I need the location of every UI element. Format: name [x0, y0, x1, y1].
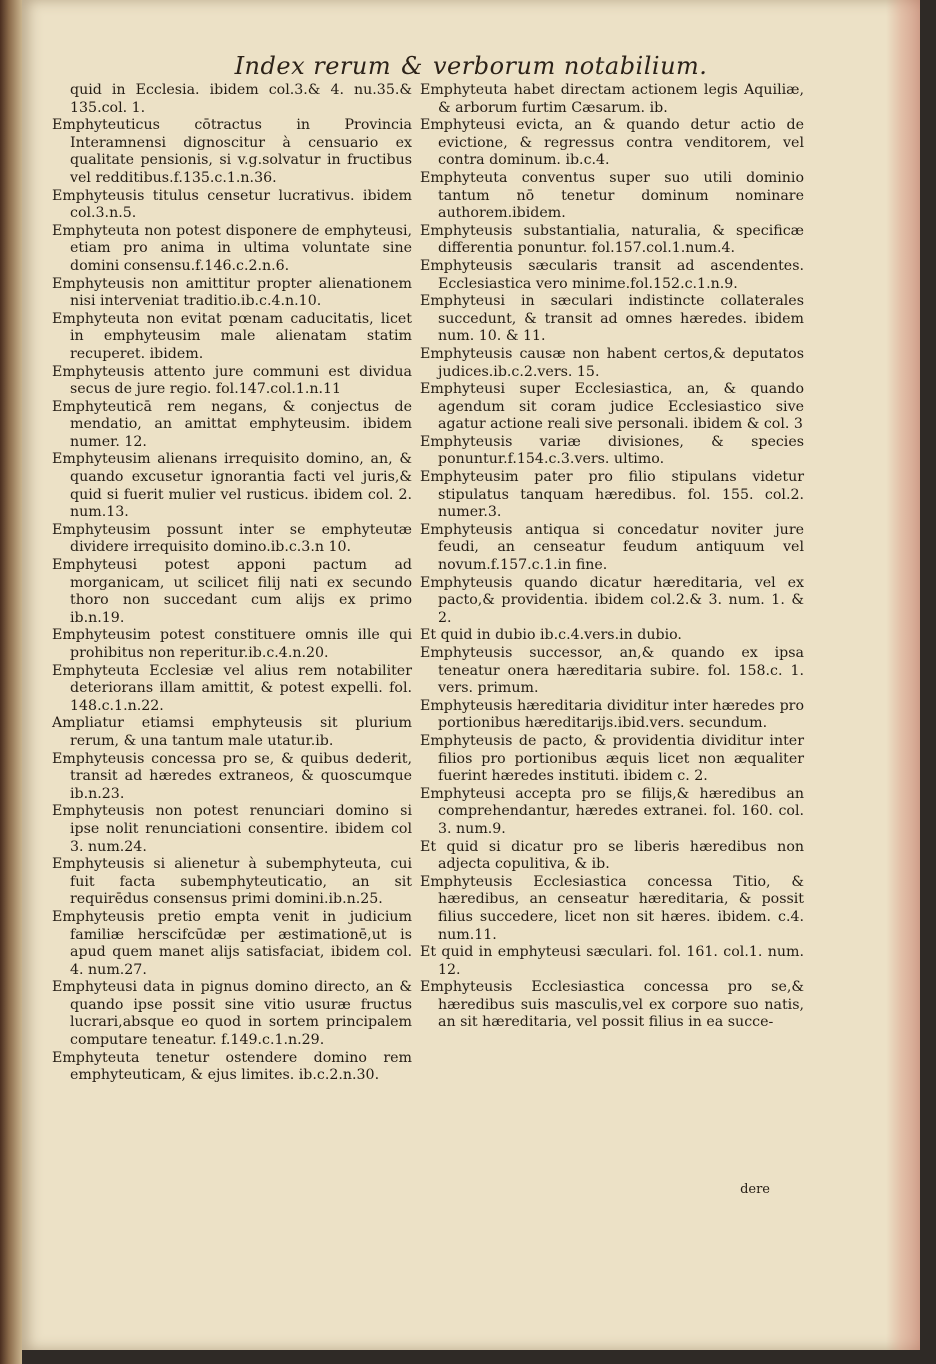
index-entry: Emphyteusis hæreditaria dividitur inter hæredes pro portionibus hæreditarijs.ibid.vers. secundum. — [420, 697, 804, 732]
index-entry: Emphyteusi super Ecclesiastica, an, & quando agendum sit coram judice Ecclesiastico sive agatur actione reali sive personali. ibidem & col. 3 — [420, 381, 804, 433]
index-entry: Emphyteusim possunt inter se emphyteutæ dividere irrequisito domino.ib.c.3.n 10. — [52, 521, 412, 556]
index-entry: Emphyteusis antiqua si concedatur noviter jure feudi, an censeatur feudum antiquum vel novum.f.157.c.1.in fine. — [420, 521, 804, 574]
index-entry: Emphyteusim potest constituere omnis ille qui prohibitus non reperitur.ib.c.4.n.20. — [52, 627, 412, 661]
index-entry: Emphyteusis variæ divisiones, & species ponuntur.f.154.c.3.vers. ultimo. — [420, 433, 804, 468]
index-entry: Emphyteuta Ecclesiæ vel alius rem notabiliter deteriorans illam amittit, & potest expelli. fol. 148.c.1.n.22. — [52, 662, 412, 714]
index-entry: Emphyteusis non amittitur propter alienationem nisi interveniat traditio.ib.c.4.n.10. — [52, 275, 412, 310]
right-column — [420, 82, 804, 1032]
index-entry: Emphyteusis si alienetur à subemphyteuta, cui fuit facta subemphyteuticatio, an sit requirēdus consensus primi domini.ib.n.25. — [52, 856, 412, 908]
index-entry: Emphyteusim pater pro filio stipulans videtur stipulatus tanquam hæredibus. fol. 155. col.2. numer.3. — [420, 469, 804, 521]
index-entry: Emphyteusis sæcularis transit ad ascendentes. Ecclesiastica vero minime.fol.152.c.1.n.9. — [420, 257, 804, 292]
index-entry: Emphyteuta non potest disponere de emphyteusi, etiam pro anima in ultima voluntate sine domini consensu.f.146.c.2.n.6. — [52, 222, 412, 274]
index-entry: Emphyteusi in sæculari indistincte collaterales succedunt, & transit ad omnes hæredes. ibidem num. 10. & 11. — [420, 293, 804, 345]
index-entry: Emphyteusi evicta, an & quando detur actio de evictione, & regressus contra venditorem, vel contra dominum. ib.c.4. — [420, 117, 804, 169]
index-entry: Emphyteusis non potest renunciari domino si ipse nolit renunciationi consentire. ibidem col 3. num.24. — [52, 803, 412, 855]
page-fore-edge — [886, 0, 920, 1350]
index-entry: Emphyteusim alienans irrequisito domino, an, & quando excusetur ignorantia facti vel juris,& quid si fuerit mulier vel rusticus. ibidem col. 2. num.13. — [52, 451, 412, 521]
index-entry: Emphyteusis successor, an,& quando ex ipsa teneatur onera hæreditaria subire. fol. 158.c. 1. vers. primum. — [420, 645, 804, 697]
index-entry: Emphyteusis pretio empta venit in judicium familiæ herscifcūdæ per æstimationē,ut is apud quem manet alijs satisfaciat, ibidem col. 4. num.27. — [52, 908, 412, 978]
index-entry: Emphyteuticus cōtractus in Provincia Interamnensi dignoscitur à censuario ex qualitate pensionis, si v.g.solvatur in fructibus vel redditibus.f.135.c.1.n.36. — [52, 117, 412, 186]
index-entry: Emphyteuta habet directam actionem legis Aquiliæ, & arborum furtim Cæsarum. ib. — [420, 82, 804, 116]
index-entry: Ampliatur etiamsi emphyteusis sit plurium rerum, & una tantum male utatur.ib. — [52, 715, 412, 749]
index-entry: Emphyteuta non evitat pœnam caducitatis, licet in emphyteusim male alienatam statim recuperet. ibidem. — [52, 310, 412, 362]
index-entry: Et quid in dubio ib.c.4.vers.in dubio. — [420, 627, 682, 644]
adjacent-page-edge — [0, 0, 22, 1364]
index-entry: Emphyteusi data in pignus domino directo, an & quando ipse possit sine vitio usuræ fructus lucrari,absque eo quod in sortem principalem computare teneatur. f.149.c.1.n.29. — [52, 979, 412, 1049]
index-entry: Emphyteusi potest apponi pactum ad morganicam, ut scilicet filij nati ex secundo thoro non succedant cum alijs ex primo ib.n.19. — [52, 557, 412, 626]
index-entry: Emphyteusis quando dicatur hæreditaria, vel ex pacto,& providentia. ibidem col.2.& 3. num. 1. & 2. — [420, 574, 804, 626]
header-title-part2: verborum notabilium. — [432, 52, 708, 80]
index-entry: Emphyteusis concessa pro se, & quibus dederit, transit ad hæredes extraneos, & quoscumque ib.n.23. — [52, 750, 412, 802]
index-entry: Et quid in emphyteusi sæculari. fol. 161. col.1. num. 12. — [420, 944, 804, 978]
index-entry: Emphyteusi accepta pro se filijs,& hæredibus an comprehendantur, hæredes extranei. fol. 160. col. 3. num.9. — [420, 785, 804, 837]
index-entry: Emphyteusis titulus censetur lucrativus. ibidem col.3.n.5. — [52, 187, 412, 222]
index-entry: Emphyteuticā rem negans, & conjectus de mendatio, an amittat emphyteusim. ibidem numer. 12. — [52, 398, 412, 450]
page-header — [22, 52, 920, 80]
index-entry: Emphyteuta tenetur ostendere domino rem emphyteuticam, & ejus limites. ib.c.2.n.30. — [52, 1049, 412, 1084]
header-title-part1: Index rerum — [234, 52, 392, 80]
index-entry: Emphyteuta conventus super suo utili dominio tantum nō tenetur dominum nominare authorem.ibidem. — [420, 169, 804, 222]
index-entry: Emphyteusis Ecclesiastica concessa pro se,& hæredibus suis masculis,vel ex corpore suo natis, an sit hæreditaria, vel possit filius in ea succe- — [420, 979, 804, 1031]
book-page — [22, 0, 920, 1350]
left-column — [52, 82, 412, 1085]
header-ampersand: & — [401, 52, 423, 80]
index-entry: quid in Ecclesia. ibidem col.3.& 4. nu.35.& 135.col. 1. — [70, 82, 412, 116]
index-entry: Emphyteusis causæ non habent certos,& deputatos judices.ib.c.2.vers. 15. — [420, 345, 804, 380]
index-entry: Emphyteusis attento jure communi est dividua secus de jure regio. fol.147.col.1.n.11 — [52, 363, 412, 398]
index-entry: Et quid si dicatur pro se liberis hæredibus non adjecta copulitiva, & ib. — [420, 838, 804, 873]
index-entry: Emphyteusis de pacto, & providentia dividitur inter filios pro portionibus æquis licet non æqualiter fuerint hæredes instituti. ibidem c. 2. — [420, 732, 804, 785]
catchword: dere — [740, 1182, 770, 1197]
index-entry: Emphyteusis Ecclesiastica concessa Titio, & hæredibus, an censeatur hæreditaria, & possit filius succedere, licet non sit hæres. ibidem. c.4. num.11. — [420, 873, 804, 943]
index-entry: Emphyteusis substantialia, naturalia, & specificæ differentia ponuntur. fol.157.col.1.num.4. — [420, 222, 804, 257]
